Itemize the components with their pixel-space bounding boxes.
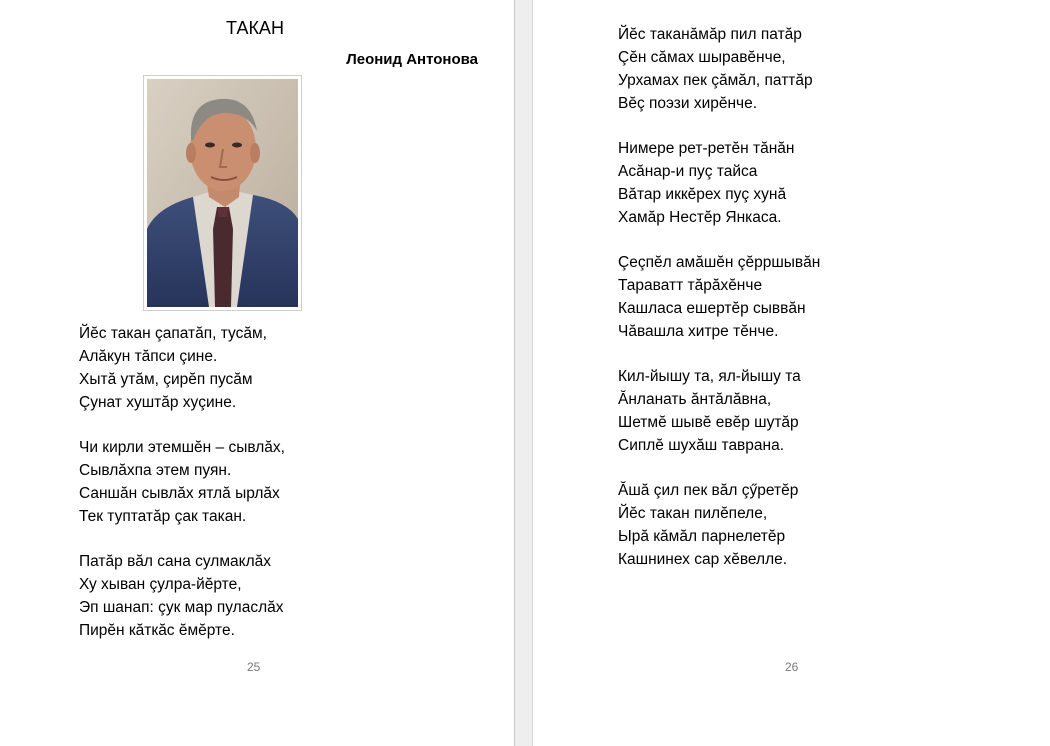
stanza [618,137,794,229]
stanza [618,479,798,571]
portrait-photo-icon [147,79,298,307]
poem-line: Кашнинех сар хĕвелле. [618,551,788,568]
stanza [79,322,267,414]
stanza [618,251,820,343]
poem-line: Хытă утăм, çирĕп пусăм [79,371,253,388]
stanza [618,23,813,115]
page-number: 26 [785,660,799,674]
left-page [0,0,514,746]
poem-line: Ăшă çил пек вăл çӳретĕр [618,482,799,499]
poem-line: Эп шанап: çук мар пуласлăх [79,599,284,616]
stanza [618,365,801,457]
poem-line: Йĕс такан пилĕпеле, [618,505,768,522]
poem-line: Йĕс таканăмăр пил патăр [618,26,802,43]
poem-line: Кашласа ешертĕр сыввăн [618,300,806,317]
poem-line: Шетмĕ шывĕ евĕр шутăр [618,414,799,431]
poem-line: Ăнланать ăнтăлăвна, [618,391,772,408]
poem-line: Йĕс такан çапатăп, тусăм, [79,325,267,342]
poem-line: Хамăр Нестĕр Янкаса. [618,209,782,226]
poem-line: Чăвашла хитре тĕнче. [618,323,779,340]
stanza [79,550,284,642]
poem-line: Чи кирли этемшĕн – сывлăх, [79,439,285,456]
poem-line: Ху хыван çулра-йĕрте, [79,576,242,593]
poem-line: Нимере рет-ретĕн тăнăн [618,140,795,157]
poem-line: Алăкун тăпси çине. [79,348,218,365]
right-page [533,0,1050,746]
poem-line: Урхамах пек çăмăл, паттăр [618,72,813,89]
page-number: 25 [247,660,261,674]
poem-line: Вăтар иккĕрех пуç хунă [618,186,787,203]
poem-line: Сиплĕ шухăш таврана. [618,437,785,454]
poem-line: Вĕç поэзи хирĕнче. [618,95,758,112]
poem-line: Асăнар-и пуç тайса [618,163,758,180]
poem-line: Пирĕн кăткăс ĕмĕрте. [79,622,235,639]
poem-line: Çеçпĕл амăшĕн çĕрршывăн [618,254,821,271]
poem-line: Çунат хуштăр хуçине. [79,394,237,411]
page-gutter [514,0,533,746]
poem-line: Тараватт тăрăхĕнче [618,277,763,294]
stanza [79,436,285,528]
poem-line: Сывлăхпа этем пуян. [79,462,232,479]
poem-line: Çĕн сăмах шыравĕнче, [618,49,786,66]
author-photo [143,75,302,311]
poem-title: ТАКАН [226,18,284,38]
poem-line: Саншăн сывлăх ятлă ырлăх [79,485,280,502]
poem-line: Тек туптатăр çак такан. [79,508,247,525]
poem-line: Патăр вăл сана сулмаклăх [79,553,271,570]
author-name: Леонид Антонова [346,51,478,68]
poem-line: Кил-йышу та, ял-йышу та [618,368,801,385]
poem-line: Ырă кăмăл парнелетĕр [618,528,786,545]
